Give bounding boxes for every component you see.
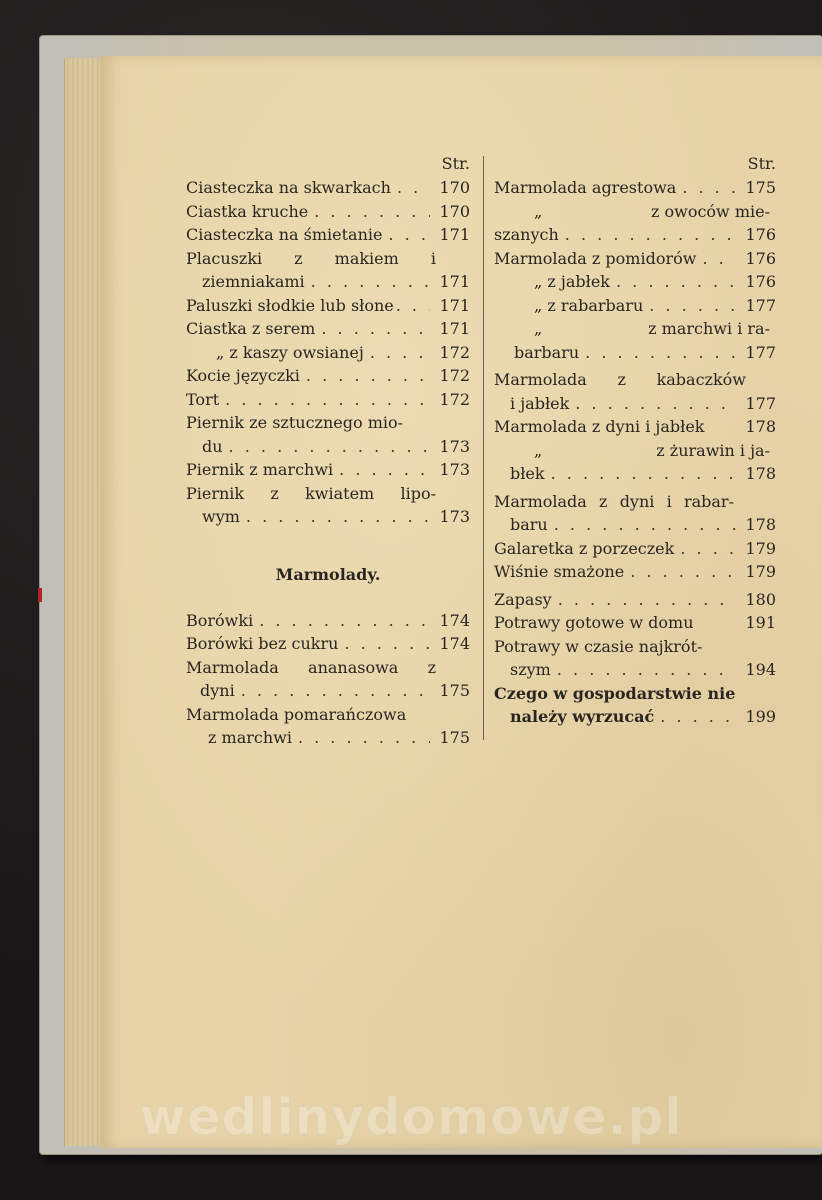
page-edges	[64, 58, 105, 1146]
page-number: 177	[745, 295, 776, 315]
toc-entry-continued: i jabłek . . . 177	[494, 392, 776, 416]
page-number: 175	[745, 178, 776, 197]
toc-entry-continued: szym . . . 194	[494, 658, 776, 682]
toc-entry-continued: ziemniakami . . . 171	[186, 270, 470, 294]
toc-entry: „ z rabarbaru . . . 177	[494, 294, 776, 318]
toc-entry: „ z kaszy owsianej . . . 172	[186, 341, 470, 365]
page-header-label: Str.	[747, 154, 776, 173]
page-number: 171	[439, 225, 470, 244]
page-number: 171	[439, 295, 470, 315]
page-number: 171	[439, 272, 470, 291]
toc-entry: Marmolada z kabaczków	[494, 370, 746, 389]
page-number: 178	[745, 417, 776, 436]
toc-entry: „ z żurawin i ja-	[534, 440, 770, 460]
toc-entry: „ z owoców mie-	[534, 201, 770, 221]
toc-entry: Borówki . . . 174	[186, 609, 470, 633]
red-mark	[38, 588, 42, 602]
toc-entry: Marmolada z dyni i jabłek 178	[494, 415, 776, 439]
toc-entry: „ z jabłek . . . 176	[494, 270, 776, 294]
toc-entry: Wiśnie smażone . . . 179	[494, 560, 776, 584]
toc-entry: Czego w gospodarstwie nie	[494, 683, 736, 703]
page-number: 175	[439, 681, 470, 700]
page-number: 173	[439, 507, 470, 526]
page-number: 175	[439, 728, 470, 747]
toc-entry-continued: wym . . . 173	[186, 505, 470, 529]
toc-entry: Zapasy . . . 180	[494, 588, 776, 612]
page-number: 199	[745, 707, 776, 726]
toc-entry: Potrawy gotowe w domu 191	[494, 611, 776, 635]
toc-entry: Marmolada z pomidorów . . . 176	[494, 247, 776, 271]
toc-entry: Marmolada z dyni i rabar-	[494, 491, 734, 511]
page-number: 171	[439, 319, 470, 338]
page-number: 179	[745, 562, 776, 581]
page-number: 173	[439, 436, 470, 456]
toc-entry: Borówki bez cukru . . . 174	[186, 632, 470, 656]
page-number: 174	[439, 634, 470, 653]
page-number: 173	[439, 460, 470, 479]
page-number: 179	[745, 538, 776, 558]
toc-entry: Piernik z kwiatem lipo-	[186, 483, 436, 503]
page-number: 180	[745, 589, 776, 609]
toc-entry: Marmolada agrestowa . . . 175	[494, 176, 776, 200]
page-number: 194	[745, 660, 776, 679]
toc-entry: Potrawy w czasie najkrót-	[494, 636, 703, 656]
page-number: 170	[439, 201, 470, 221]
toc-entry: Paluszki słodkie lub słone . . . 171	[186, 294, 470, 318]
toc-entry-continued: z marchwi . . . 175	[186, 726, 470, 750]
page-number: 170	[439, 178, 470, 197]
toc-right-column	[494, 152, 776, 729]
page-number: 176	[745, 225, 776, 244]
toc-entry: Ciastka kruche . . . 170	[186, 200, 470, 224]
toc-entry-continued: błek . . . 178	[494, 462, 776, 486]
section-title: Marmolady.	[275, 564, 381, 584]
page-number: 191	[745, 613, 776, 632]
watermark: wedlinydomowe.pl	[139, 1088, 683, 1146]
page-header-label: Str.	[441, 154, 470, 173]
toc-entry: Ciastka z serem . . . 171	[186, 317, 470, 341]
column-divider	[483, 156, 484, 740]
page-number: 172	[439, 366, 470, 385]
page-number: 176	[745, 272, 776, 291]
toc-entry: Placuszki z makiem i	[186, 248, 436, 268]
toc-entry: Marmolada pomarańczowa	[186, 704, 407, 724]
page-number: 178	[745, 464, 776, 483]
toc-entry-continued: baru . . . 178	[494, 513, 776, 537]
toc-entry: Marmolada ananasowa z	[186, 657, 436, 677]
toc-left-column	[186, 152, 470, 750]
toc-entry-continued: dyni . . . 175	[186, 679, 470, 703]
toc-entry: Galaretka z porzeczek . . . 179	[494, 537, 776, 561]
page-number: 178	[745, 515, 776, 534]
toc-entry: Kocie języczki . . . 172	[186, 364, 470, 388]
toc-entry-continued: barbaru . . . 177	[494, 341, 776, 365]
toc-entry-continued: należy wyrzucać . . . 199	[494, 705, 776, 729]
toc-entry: Ciasteczka na skwarkach . . . 170	[186, 176, 470, 200]
toc-entry-continued: szanych . . . 176	[494, 223, 776, 247]
page-number: 177	[745, 342, 776, 362]
page-number: 172	[439, 389, 470, 409]
page-number: 176	[745, 248, 776, 268]
toc-entry-continued: du . . . 173	[186, 435, 470, 459]
toc-entry: Ciasteczka na śmietanie . . . 171	[186, 223, 470, 247]
toc-entry: Tort . . . 172	[186, 388, 470, 412]
toc-entry: Piernik ze sztucznego mio-	[186, 413, 404, 432]
page-number: 172	[439, 342, 470, 362]
page-number: 177	[745, 393, 776, 413]
toc-entry: Piernik z marchwi . . . 173	[186, 458, 470, 482]
toc-entry: „ z marchwi i ra-	[534, 319, 770, 338]
page-number: 174	[439, 610, 470, 630]
